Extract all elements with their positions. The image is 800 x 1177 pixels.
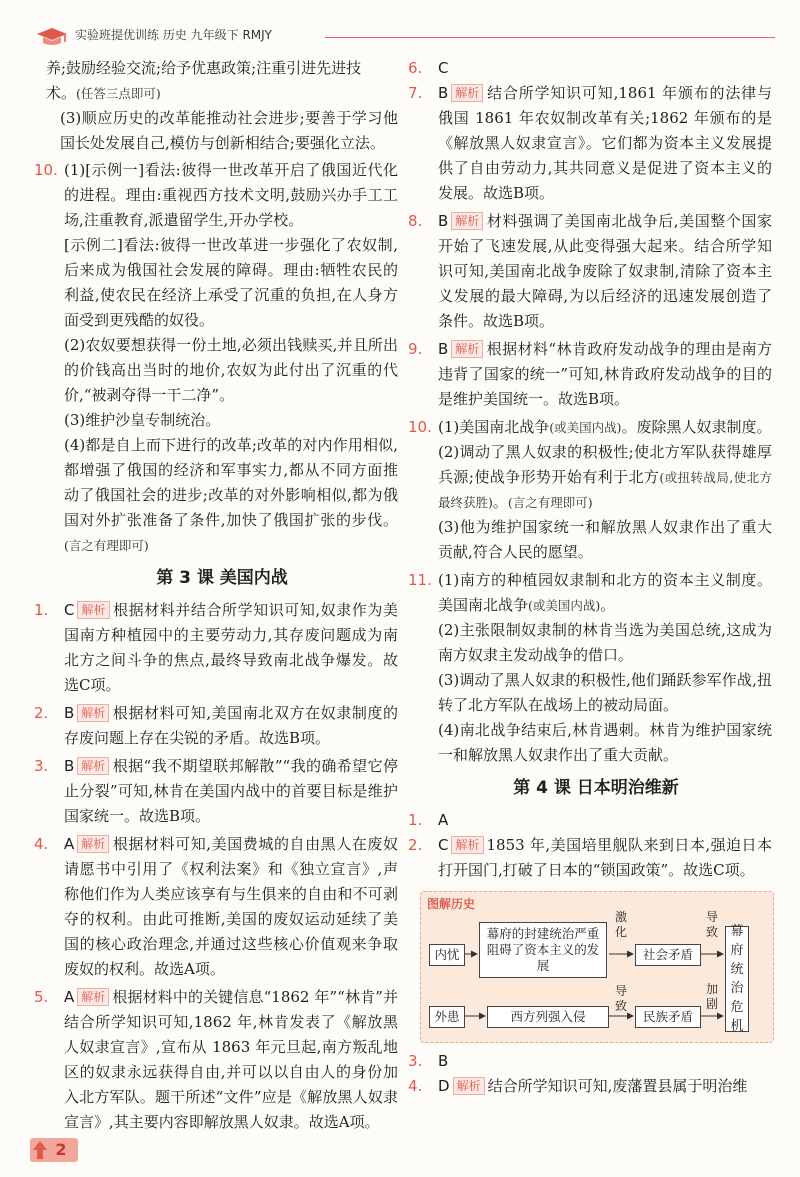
question-11: 11. (1)南方的种植园奴隶制和北方的资本主义制度。美国南北战争(或美国内战)。 (2)主张限制奴隶制的林肯当选为美国总统,这成为南方奴隶主发动战争的借口。 (3)调动了黑人奴隶的积极性,他们踊跃参军作战,扭转了北方军队在战场上的被动局面。 (4)南北战争结束后,林肯遇刺。林肯为维护国家统一和解放黑人奴隶作出了重大贡献。 xyxy=(408,571,772,764)
question-6: 6. C xyxy=(408,59,449,77)
label-daozhi-2: 导致 xyxy=(614,984,627,1013)
analysis-tag: 解析 xyxy=(77,704,109,722)
diagram-box-national: 民族矛盾 xyxy=(635,1006,701,1028)
analysis-tag: 解析 xyxy=(77,601,109,619)
question-3: 3. B 解析 根据“我不期望联邦解散”“我的确希望它停止分裂”可知,林肯在美国内战中的首要目标是维护国家统一。故选B项。 xyxy=(34,757,398,825)
label-jiaju: 加剧 xyxy=(705,982,718,1011)
diagram-box-invasion: 西方列强入侵 xyxy=(487,1006,609,1028)
label-daozhi-1: 导致 xyxy=(705,910,718,939)
analysis-tag: 解析 xyxy=(451,84,483,102)
lesson-title: 第 3 课 美国内战 xyxy=(156,568,288,588)
right-column xyxy=(408,56,772,1099)
lesson-title: 第 4 课 日本明治维新 xyxy=(513,778,679,798)
diagram-box-waihuan: 外患 xyxy=(429,1006,465,1028)
page-header xyxy=(35,22,775,52)
question-5: 5. A 解析 根据材料中的关键信息“1862 年”“林肯”并结合所学知识可知,1862 年,林肯发表了《解放黑人奴隶宣言》,宣布从 1863 年元旦起,南方叛乱地区的奴隶永远获得自由,并可以以自由人的身份加入北方军队。题干所述“文件”应是《解放黑人奴隶宣言》,其主要内容即解放黑人奴隶。故选A项。 xyxy=(34,988,398,1131)
question-9: 9. B 解析 根据材料“林肯政府发动战争的理由是南方违背了国家的统一”可知,林肯政府发动战争的目的是维护美国统一。故选B项。 xyxy=(408,340,772,408)
question-1: 1. C 解析 根据材料并结合所学知识可知,奴隶作为美国南方种植园中的主要劳动力,其存废问题成为南北方之间斗争的焦点,最终导致南北战争爆发。故选C项。 xyxy=(34,601,398,694)
diagram-box-social: 社会矛盾 xyxy=(635,944,701,966)
page-number: 2 xyxy=(30,1138,78,1162)
lesson4-question-1: 1. A xyxy=(408,811,449,829)
analysis-tag: 解析 xyxy=(77,988,109,1006)
analysis-tag: 解析 xyxy=(77,757,109,775)
question-2: 2. B 解析 根据材料可知,美国南北双方在奴隶制度的存废问题上存在尖锐的矛盾。故选B项。 xyxy=(34,704,398,747)
left-column xyxy=(34,56,398,1135)
diagram-box-feudal: 幕府的封建统治严重阻碍了资本主义的发展 xyxy=(479,922,607,978)
question-number: 10. xyxy=(34,161,58,179)
question-10: 10. (1)美国南北战争(或美国内战)。废除黑人奴隶制度。 (2)调动了黑人奴隶的积极性;使北方军队获得雄厚兵源;使战争形势开始有利于北方(或扭转战局,使北方最终获胜)。(言之有理即可) (3)他为维护国家统一和解放黑人奴隶作出了重大贡献,符合人民的愿望。 xyxy=(408,418,772,561)
header-title: 实验班提优训练 历史 九年级下 RMJY xyxy=(75,28,273,42)
arrow-icon xyxy=(32,1138,48,1162)
question-4: 4. A 解析 根据材料可知,美国费城的自由黑人在废奴请愿书中引用了《权利法案》和《独立宣言》,声称他们作为人类应该享有与生俱来的自由和不可剥夺的权利。由此可推断,美国的废奴运动延续了美国的核心政治理念,并通过这些核心价值观来争取废奴的权利。故选A项。 xyxy=(34,835,398,978)
question-8: 8. B 解析 材料强调了美国南北战争后,美国整个国家开始了飞速发展,从此变得强大起来。结合所学知识可知,美国南北战争废除了奴隶制,清除了资本主义发展的最大障碍,为以后经济的迅速发展创造了条件。故选B项。 xyxy=(408,212,772,330)
diagram-box-neiyou: 内忧 xyxy=(429,944,465,966)
lesson4-question-2: 2. C 解析 1853 年,美国培里舰队来到日本,强迫日本打开国门,打破了日本的“锁国政策”。故选C项。 xyxy=(408,836,772,879)
diagram-label: 图解历史 xyxy=(427,897,476,911)
question-10: 10. (1)[示例一]看法:彼得一世改革开启了俄国近代化的进程。理由:重视西方技术文明,鼓励兴办手工工场,注重教育,派遣留学生,开办学校。 [示例二]看法:彼得一世改革进一步强化了农奴制,后来成为俄国社会发展的障碍。理由:牺牲农民的利益,使农民在经济上承受了沉重的负担,在人身方面受到更残酷的奴役。 (2)农奴要想获得一份土地,必须出钱赎买,并且所出的价钱高出当时的地价,农奴为此付出了沉重的代价,“被剥夺得一干二净”。 (3)维护沙皇专制统治。 (4)都是自上而下进行的改革;改革的对内作用相似,都增强了俄国的经济和军事实力,都从不同方面推动了俄国社会的进步;改革的对外影响相似,都为俄国对外扩张准备了条件,加快了俄国扩张的步伐。(言之有理即可) xyxy=(46,158,398,558)
analysis-tag: 解析 xyxy=(453,1077,485,1095)
answer-text: (3)顺应历史的改革能推动社会进步;要善于学习他国长处发展自己,模仿与创新相结合;要强化立法。 xyxy=(60,109,398,152)
analysis-tag: 解析 xyxy=(451,212,483,230)
analysis-tag: 解析 xyxy=(451,836,483,854)
graduation-cap-icon xyxy=(35,26,69,56)
lesson4-question-4: 4. D 解析 结合所学知识可知,废藩置县属于明治维 xyxy=(408,1077,748,1095)
label-jihua: 激化 xyxy=(614,910,627,939)
analysis-tag: 解析 xyxy=(451,340,483,358)
diagram-box-crisis: 幕府统治危机 xyxy=(725,926,749,1032)
answer-continuation: 养;鼓励经验交流;给予优惠政策;注重引进先进技 术。(任答三点即可) xyxy=(46,59,362,102)
history-diagram xyxy=(420,891,774,1043)
lesson4-question-3: 3. B xyxy=(408,1052,449,1070)
header-rule xyxy=(325,37,775,38)
analysis-tag: 解析 xyxy=(77,835,109,853)
question-7: 7. B 解析 结合所学知识可知,1861 年颁布的法律与俄国 1861 年农奴制改革有关;1862 年颁布的是《解放黑人奴隶宣言》。它们都为资本主义发展提供了自由劳动力,其共同意义是促进了资本主义的发展。故选B项。 xyxy=(408,84,772,202)
